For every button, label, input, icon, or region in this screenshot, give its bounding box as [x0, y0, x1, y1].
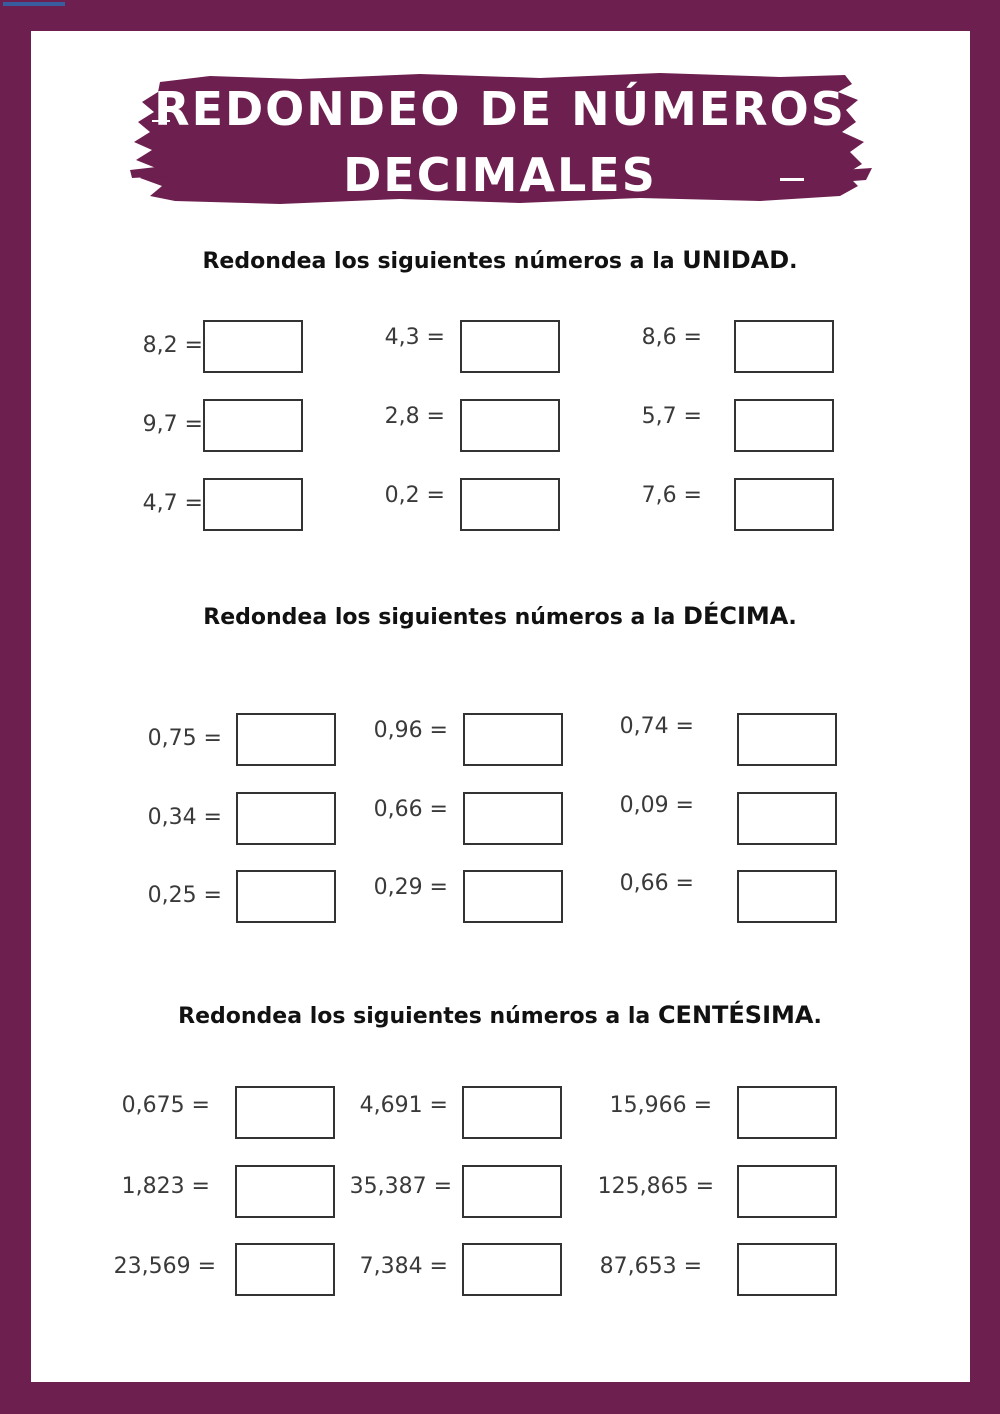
answer-box[interactable] [734, 399, 834, 452]
exercise-number: 0,34 = [147, 805, 222, 830]
answer-box[interactable] [460, 399, 560, 452]
answer-box[interactable] [236, 713, 336, 766]
exercise-number: 7,6 = [641, 483, 702, 508]
exercise-item [600, 713, 840, 765]
exercise-number: 125,865 = [597, 1174, 714, 1199]
answer-box[interactable] [203, 320, 303, 373]
answer-box[interactable] [462, 1165, 562, 1218]
answer-box[interactable] [734, 320, 834, 373]
exercise-number: 8,6 = [641, 325, 702, 350]
answer-box[interactable] [737, 1165, 837, 1218]
exercise-number: 0,2 = [384, 483, 445, 508]
exercise-number: 4,7 = [142, 491, 203, 516]
exercise-item [360, 399, 570, 451]
exercise-item [360, 792, 570, 844]
answer-box[interactable] [463, 792, 563, 845]
exercise-item [620, 320, 840, 372]
answer-box[interactable] [236, 870, 336, 923]
exercise-item [100, 1243, 340, 1295]
answer-box[interactable] [462, 1243, 562, 1296]
instruction-period: . [789, 249, 798, 274]
instruction-text: Redondea los siguientes números a la [202, 249, 683, 274]
instruction-keyword: DÉCIMA [683, 602, 789, 630]
answer-box[interactable] [463, 713, 563, 766]
exercise-item [100, 1086, 340, 1138]
title-line-2: DECIMALES [343, 148, 657, 202]
instruction-unidad [0, 246, 1000, 274]
exercise-item [590, 1243, 840, 1295]
answer-box[interactable] [737, 792, 837, 845]
exercise-item [360, 320, 570, 372]
answer-box[interactable] [463, 870, 563, 923]
exercise-number: 0,675 = [121, 1093, 210, 1118]
exercise-item [110, 399, 310, 451]
instruction-keyword: CENTÉSIMA [657, 1001, 814, 1029]
exercise-number: 9,7 = [142, 412, 203, 437]
answer-box[interactable] [462, 1086, 562, 1139]
exercise-item [110, 320, 310, 372]
exercise-item [360, 713, 570, 765]
exercise-item [110, 870, 340, 922]
exercise-item [600, 792, 840, 844]
exercise-item [340, 1243, 570, 1295]
answer-box[interactable] [203, 399, 303, 452]
exercise-number: 0,66 = [619, 871, 694, 896]
instruction-centesima [0, 1001, 1000, 1029]
answer-box[interactable] [235, 1243, 335, 1296]
answer-box[interactable] [235, 1086, 335, 1139]
answer-box[interactable] [737, 1243, 837, 1296]
exercise-number: 7,384 = [359, 1254, 448, 1279]
exercise-number: 0,29 = [373, 875, 448, 900]
exercise-number: 35,387 = [349, 1174, 452, 1199]
exercise-item [620, 478, 840, 530]
answer-box[interactable] [235, 1165, 335, 1218]
answer-box[interactable] [737, 713, 837, 766]
exercise-number: 1,823 = [121, 1174, 210, 1199]
exercise-number: 4,691 = [359, 1093, 448, 1118]
exercise-item [590, 1165, 840, 1217]
exercise-item [620, 399, 840, 451]
exercise-number: 0,25 = [147, 883, 222, 908]
exercise-item [360, 870, 570, 922]
exercise-number: 15,966 = [609, 1093, 712, 1118]
instruction-text: Redondea los siguientes números a la [178, 1004, 658, 1029]
answer-box[interactable] [203, 478, 303, 531]
answer-box[interactable] [236, 792, 336, 845]
instruction-period: . [788, 605, 797, 630]
exercise-number: 0,96 = [373, 718, 448, 743]
exercise-number: 8,2 = [142, 333, 203, 358]
answer-box[interactable] [460, 478, 560, 531]
exercise-number: 4,3 = [384, 325, 445, 350]
exercise-number: 0,09 = [619, 793, 694, 818]
exercise-item [360, 478, 570, 530]
answer-box[interactable] [734, 478, 834, 531]
instruction-keyword: UNIDAD [682, 246, 790, 274]
answer-box[interactable] [737, 870, 837, 923]
instruction-decima [0, 602, 1000, 630]
exercise-number: 0,66 = [373, 797, 448, 822]
exercise-number: 2,8 = [384, 404, 445, 429]
title-line-1: REDONDEO DE NÚMEROS [154, 82, 846, 136]
exercise-number: 23,569 = [113, 1254, 216, 1279]
instruction-period: . [813, 1004, 822, 1029]
instruction-text: Redondea los siguientes números a la [203, 605, 684, 630]
exercise-item [600, 870, 840, 922]
exercise-item [340, 1086, 570, 1138]
exercise-item [590, 1086, 840, 1138]
exercise-number: 0,74 = [619, 714, 694, 739]
exercise-number: 0,75 = [147, 726, 222, 751]
exercise-number: 87,653 = [599, 1254, 702, 1279]
exercise-item [110, 713, 340, 765]
exercise-number: 5,7 = [641, 404, 702, 429]
exercise-item [110, 478, 310, 530]
answer-box[interactable] [737, 1086, 837, 1139]
exercise-item [110, 792, 340, 844]
exercise-item [100, 1165, 340, 1217]
answer-box[interactable] [460, 320, 560, 373]
exercise-item [340, 1165, 570, 1217]
